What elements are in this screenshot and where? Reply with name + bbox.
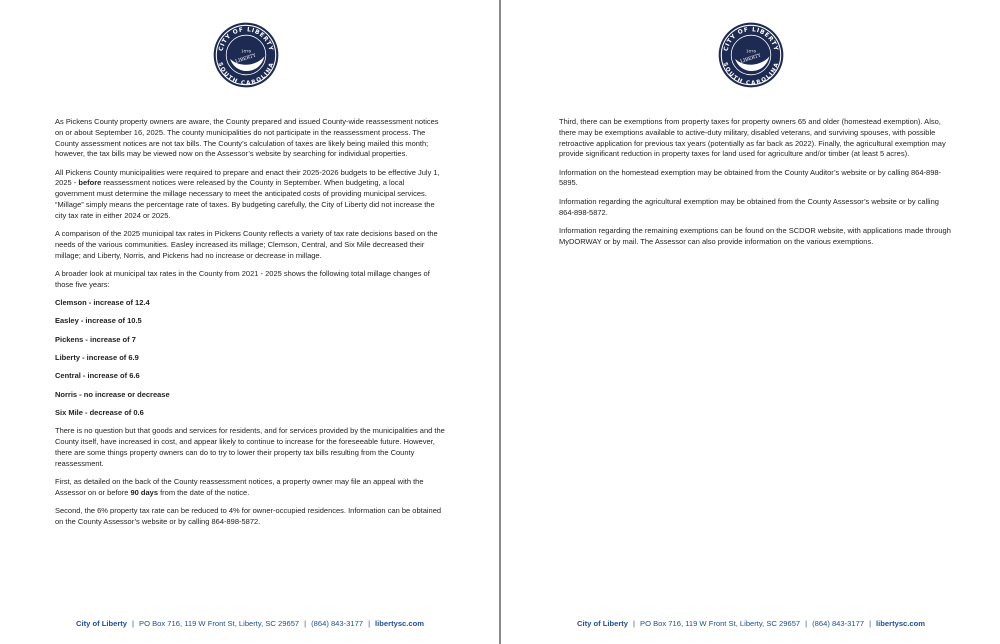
svg-text:SOUTH CAROLINA: SOUTH CAROLINA bbox=[216, 61, 276, 87]
svg-text:SOUTH CAROLINA: SOUTH CAROLINA bbox=[721, 61, 781, 87]
city-seal-logo bbox=[718, 22, 784, 88]
svg-text:LIBERTY: LIBERTY bbox=[740, 53, 762, 65]
city-seal-logo bbox=[213, 22, 279, 88]
footer-org: City of Liberty bbox=[576, 619, 629, 628]
svg-text:CITY OF LIBERTY: CITY OF LIBERTY bbox=[722, 26, 780, 52]
letter-body-left bbox=[55, 117, 445, 535]
paragraph-agricultural-info: Information regarding the agricultural exemption may be obtained from the County Assessor’s website or by calling 864-898-5872. bbox=[559, 196, 939, 217]
millage-change-liberty: Liberty - increase of 6.9 bbox=[55, 353, 139, 363]
footer-left: City of Liberty | PO Box 716, 119 W Front St, Liberty, SC 29657 | (864) 843-3177 | libertysc.com bbox=[75, 619, 425, 628]
footer-phone: (864) 843-3177 bbox=[812, 619, 865, 628]
paragraph-comparison: A comparison of the 2025 municipal tax rates in Pickens County reflects a variety of tax rate decisions based on the needs of the various communities. Easley increased its millage; Clemson, Central, and Six Mile decreased their millage; and Liberty, Norris, and Pickens had no increase or decrease in millage. bbox=[55, 229, 438, 260]
footer-address: PO Box 716, 119 W Front St, Liberty, SC 29657 bbox=[640, 619, 801, 628]
svg-text:1876: 1876 bbox=[240, 48, 252, 54]
paragraph-budgets: All Pickens County municipalities were required to prepare and enact their 2025-2026 budgets to be effective July 1, 2025 - before reassessment notices were released by the County in September. When budgeting, a local government must determine the millage necessary to meet the anticipated costs of providing municipal services. “Millage” simply means the percentage rate of taxes. By budgeting carefully, the City of Liberty did not increase the city tax rate in either 2024 or 2025. bbox=[55, 167, 440, 220]
footer-website-link[interactable]: libertysc.com bbox=[876, 619, 926, 628]
millage-change-pickens: Pickens - increase of 7 bbox=[55, 334, 136, 344]
paragraph-remaining-exemptions: Information regarding the remaining exemptions can be found on the SCDOR website, with applications made through MyDORWAY or by mail. The Assessor can also provide information on the various exemptions. bbox=[559, 225, 951, 246]
millage-change-central: Central - increase of 6.6 bbox=[55, 371, 140, 381]
footer-website-link[interactable]: libertysc.com bbox=[375, 619, 425, 628]
paragraph-costs: There is no question but that goods and services for residents, and for services provided by the municipalities and the County itself, have increased in cost, and appear likely to continue to increase for the foreseeable future. However, there are some things property owners can do to try to lower their property tax bills resulting from the County reassessment. bbox=[55, 426, 445, 468]
footer-address: PO Box 716, 119 W Front St, Liberty, SC 29657 bbox=[139, 619, 300, 628]
paragraph-reassessment: As Pickens County property owners are aware, the County prepared and issued County-wide reassessment notices on or about September 16, 2025. The county municipalities do not participate in the reassessment process. The County assessment notices are not tax bills. The County’s calculation of taxes are likely being mailed this month; however, the tax bills may be viewed now on the Assessor’s website by searching for individual properties. bbox=[55, 117, 439, 159]
letter-body-right bbox=[559, 117, 951, 255]
millage-change-easley: Easley - increase of 10.5 bbox=[55, 316, 142, 326]
footer-right: City of Liberty | PO Box 716, 119 W Front St, Liberty, SC 29657 | (864) 843-3177 | libertysc.com bbox=[576, 619, 926, 628]
footer-org: City of Liberty bbox=[75, 619, 128, 628]
right-page bbox=[501, 0, 1000, 644]
paragraph-exemptions: Third, there can be exemptions from property taxes for property owners 65 and older (homestead exemption). Also, there may be exemptions available to active-duty military, disabled veterans, and surviving spouses, with possible retroactive application for previous tax years (potentially as far back as 2022). Finally, the agricultural exemption may provide significant reduction in property taxes for land used for agriculture and/or timber (at least 5 acres). bbox=[559, 117, 946, 159]
paragraph-homestead-info: Information on the homestead exemption may be obtained from the County Auditor’s website or by calling 864-898-5895. bbox=[559, 167, 942, 188]
svg-text:CITY OF LIBERTY: CITY OF LIBERTY bbox=[217, 26, 275, 52]
millage-change-clemson: Clemson - increase of 12.4 bbox=[55, 298, 150, 308]
paragraph-appeal: First, as detailed on the back of the County reassessment notices, a property owner may file an appeal with the Assessor on or before 90 days from the date of the notice. bbox=[55, 476, 424, 497]
paragraph-broader-look: A broader look at municipal tax rates in the County from 2021 - 2025 shows the following total millage changes of those five years: bbox=[55, 269, 430, 289]
paragraph-tax-rate-reduction: Second, the 6% property tax rate can be reduced to 4% for owner-occupied residences. Information can be obtained on the County Assessor’s website or by calling 864-898-5872. bbox=[55, 506, 442, 526]
millage-change-norris: Norris - no increase or decrease bbox=[55, 389, 170, 399]
millage-change-six-mile: Six Mile - decrease of 0.6 bbox=[55, 407, 144, 417]
footer-phone: (864) 843-3177 bbox=[311, 619, 364, 628]
svg-text:LIBERTY: LIBERTY bbox=[235, 53, 257, 65]
svg-text:1876: 1876 bbox=[745, 48, 757, 54]
